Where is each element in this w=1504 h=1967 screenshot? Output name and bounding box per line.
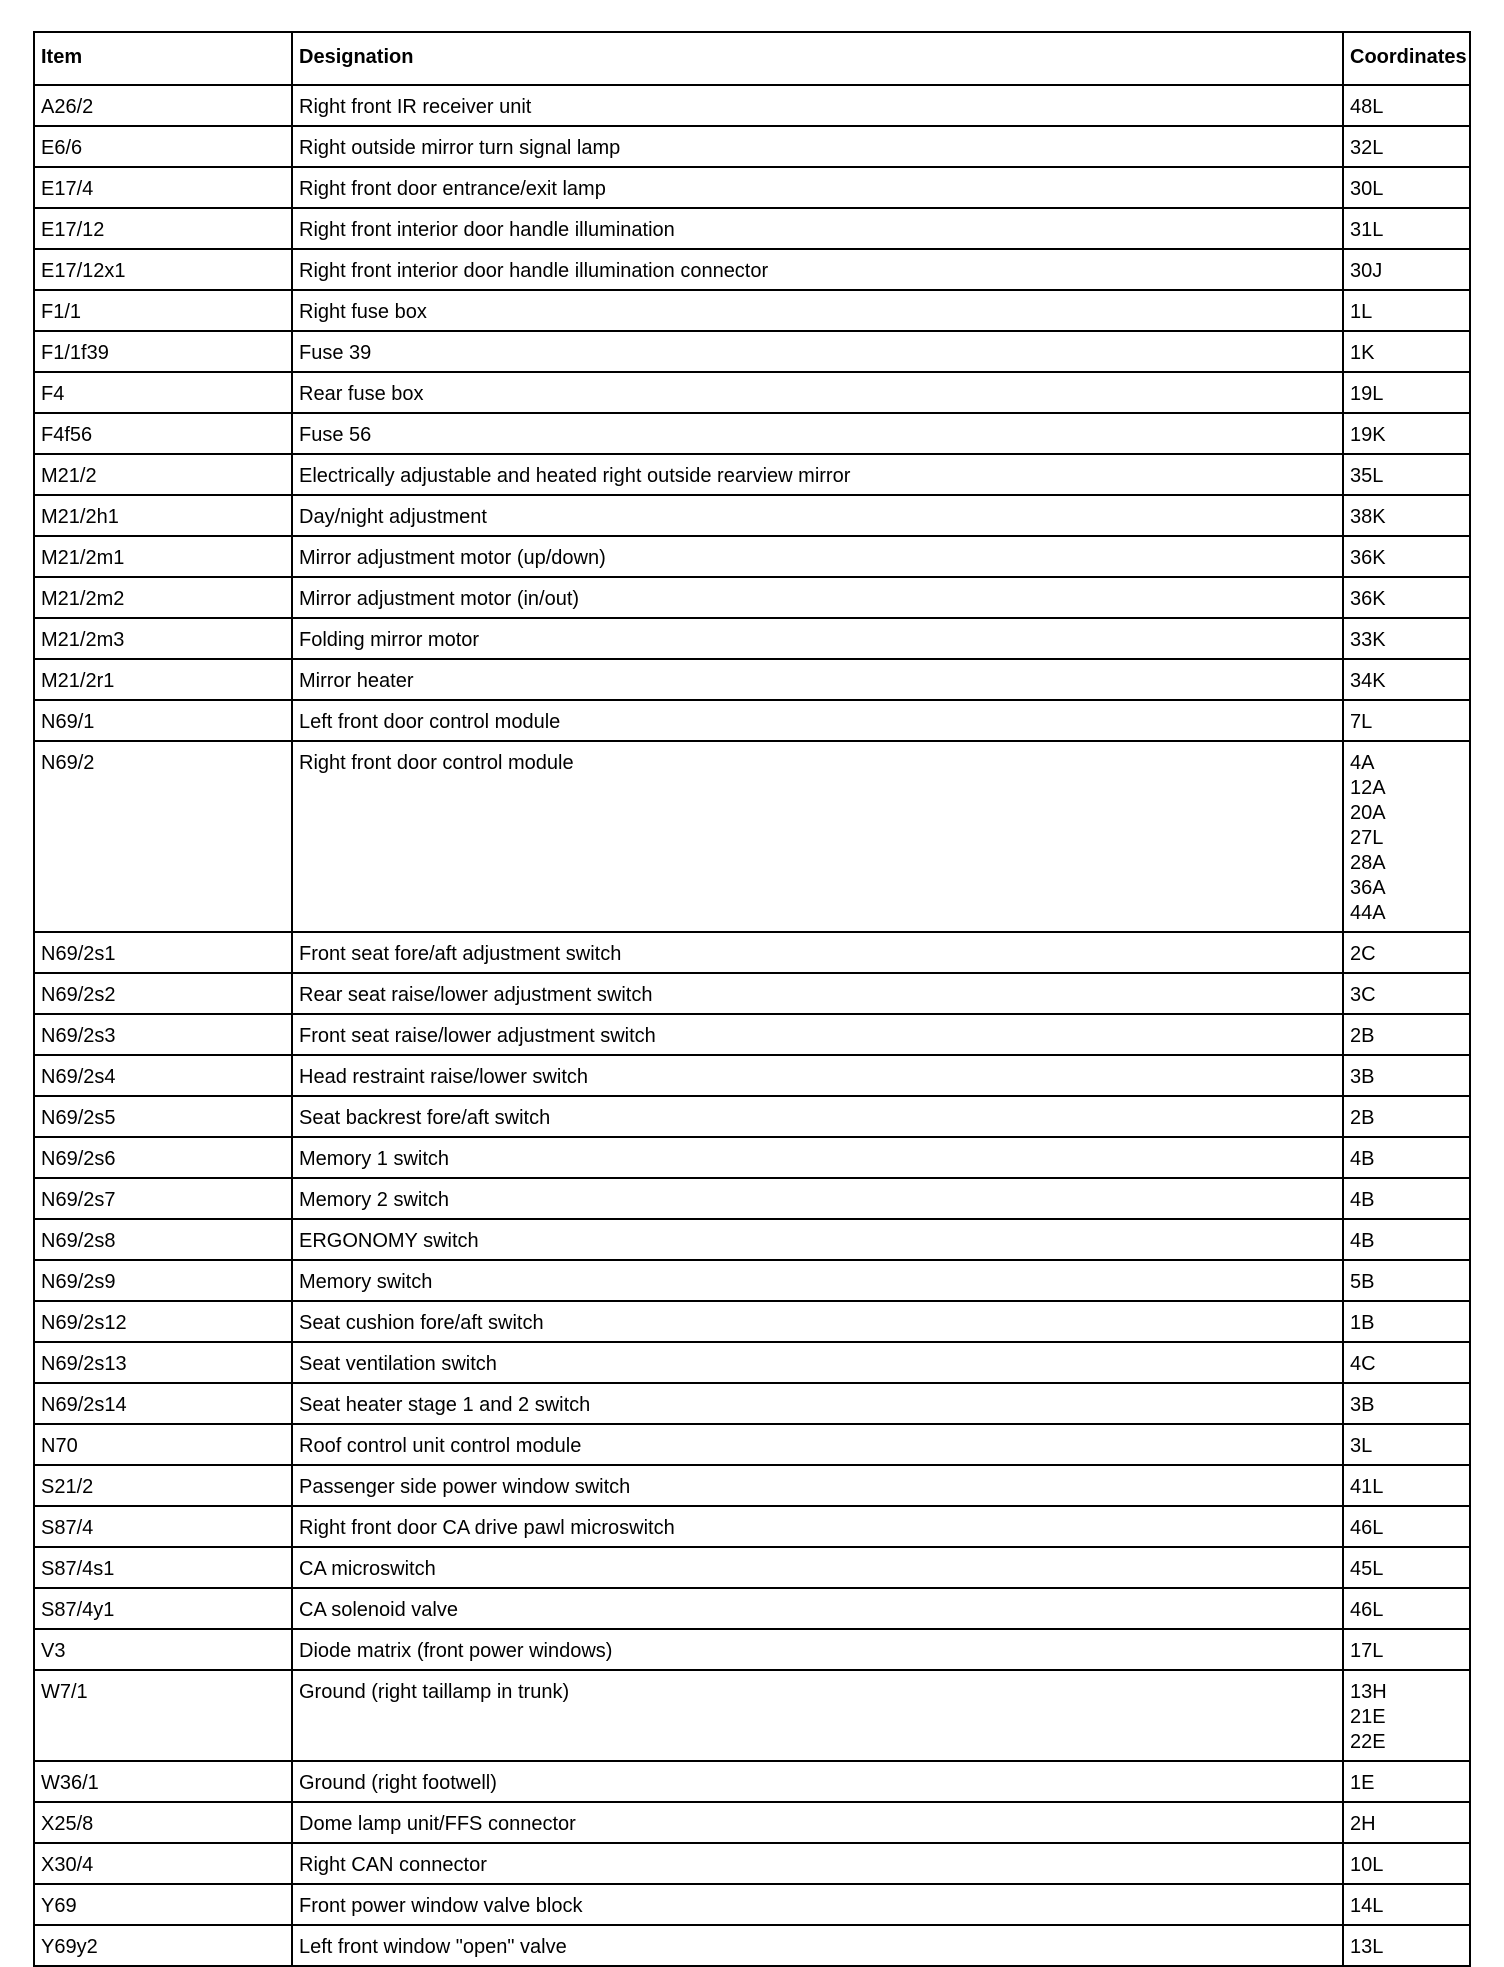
item-cell: S87/4s1 xyxy=(34,1547,292,1588)
coordinate-value: 4C xyxy=(1350,1353,1376,1375)
table-row xyxy=(34,413,1470,454)
designation-cell: Folding mirror motor xyxy=(292,618,1343,659)
table-row xyxy=(34,126,1470,167)
coordinate-value: 4B xyxy=(1350,1148,1375,1170)
table-header-row xyxy=(34,32,1470,85)
table-row xyxy=(34,1506,1470,1547)
item-cell: F4 xyxy=(34,372,292,413)
coordinate-value: 7L xyxy=(1350,711,1373,733)
coordinate-value: 41L xyxy=(1350,1476,1384,1498)
coordinate-value: 38K xyxy=(1350,506,1386,528)
coordinate-value: 48L xyxy=(1350,96,1384,118)
item-cell: E17/12 xyxy=(34,208,292,249)
table-row xyxy=(34,1178,1470,1219)
designation-cell: Memory switch xyxy=(292,1260,1343,1301)
coordinates-cell xyxy=(1343,1342,1470,1383)
designation-cell: CA microswitch xyxy=(292,1547,1343,1588)
table-row xyxy=(34,536,1470,577)
coordinates-cell xyxy=(1343,85,1470,126)
designation-cell: Diode matrix (front power windows) xyxy=(292,1629,1343,1670)
item-cell: M21/2h1 xyxy=(34,495,292,536)
coordinate-value: 3B xyxy=(1350,1394,1375,1416)
item-cell: E6/6 xyxy=(34,126,292,167)
designation-cell: Seat ventilation switch xyxy=(292,1342,1343,1383)
table-row xyxy=(34,1670,1470,1761)
coordinates-cell xyxy=(1343,1802,1470,1843)
designation-cell: Right front interior door handle illumination connector xyxy=(292,249,1343,290)
table-row xyxy=(34,1219,1470,1260)
coordinate-value: 45L xyxy=(1350,1558,1384,1580)
coordinate-value: 36K xyxy=(1350,547,1386,569)
coordinates-cell xyxy=(1343,1219,1470,1260)
header-coordinates: Coordinates xyxy=(1343,32,1470,85)
item-cell: F1/1f39 xyxy=(34,331,292,372)
coordinate-value: 35L xyxy=(1350,465,1384,487)
item-cell: V3 xyxy=(34,1629,292,1670)
coordinate-value: 1B xyxy=(1350,1312,1375,1334)
designation-cell: Ground (right taillamp in trunk) xyxy=(292,1670,1343,1761)
designation-cell: Left front window "open" valve xyxy=(292,1925,1343,1966)
item-cell: S87/4y1 xyxy=(34,1588,292,1629)
item-cell: N69/2s7 xyxy=(34,1178,292,1219)
table-row xyxy=(34,1843,1470,1884)
coordinates-cell xyxy=(1343,1506,1470,1547)
item-cell: M21/2 xyxy=(34,454,292,495)
coordinate-value: 34K xyxy=(1350,670,1386,692)
table-row xyxy=(34,1383,1470,1424)
coordinates-cell xyxy=(1343,536,1470,577)
item-cell: M21/2r1 xyxy=(34,659,292,700)
coordinates-cell xyxy=(1343,372,1470,413)
item-cell: N69/2 xyxy=(34,741,292,932)
coordinates-cell xyxy=(1343,577,1470,618)
designation-cell: Electrically adjustable and heated right outside rearview mirror xyxy=(292,454,1343,495)
coordinates-cell xyxy=(1343,973,1470,1014)
coordinate-value: 12A xyxy=(1350,777,1386,799)
item-cell: N69/2s9 xyxy=(34,1260,292,1301)
coordinate-value: 30L xyxy=(1350,178,1384,200)
designation-cell: Seat backrest fore/aft switch xyxy=(292,1096,1343,1137)
designation-cell: Day/night adjustment xyxy=(292,495,1343,536)
item-cell: M21/2m2 xyxy=(34,577,292,618)
designation-cell: Memory 2 switch xyxy=(292,1178,1343,1219)
item-cell: A26/2 xyxy=(34,85,292,126)
coordinate-value: 31L xyxy=(1350,219,1384,241)
designation-cell: Right front door control module xyxy=(292,741,1343,932)
item-cell: W7/1 xyxy=(34,1670,292,1761)
coordinate-value: 36A xyxy=(1350,877,1386,899)
coordinate-value: 4B xyxy=(1350,1189,1375,1211)
designation-cell: Mirror adjustment motor (up/down) xyxy=(292,536,1343,577)
item-cell: N69/2s3 xyxy=(34,1014,292,1055)
item-cell: N69/2s14 xyxy=(34,1383,292,1424)
designation-cell: Front seat fore/aft adjustment switch xyxy=(292,932,1343,973)
coordinate-value: 46L xyxy=(1350,1599,1384,1621)
designation-cell: Right front IR receiver unit xyxy=(292,85,1343,126)
coordinate-value: 36K xyxy=(1350,588,1386,610)
table-row xyxy=(34,1301,1470,1342)
coordinates-cell xyxy=(1343,618,1470,659)
designation-cell: Seat heater stage 1 and 2 switch xyxy=(292,1383,1343,1424)
coordinates-cell xyxy=(1343,659,1470,700)
designation-cell: Head restraint raise/lower switch xyxy=(292,1055,1343,1096)
item-cell: N70 xyxy=(34,1424,292,1465)
coordinates-cell xyxy=(1343,1260,1470,1301)
coordinates-cell xyxy=(1343,1301,1470,1342)
designation-cell: Right CAN connector xyxy=(292,1843,1343,1884)
coordinate-value: 21E xyxy=(1350,1706,1386,1728)
coordinate-value: 30J xyxy=(1350,260,1383,282)
item-cell: F4f56 xyxy=(34,413,292,454)
table-row xyxy=(34,495,1470,536)
designation-cell: Fuse 39 xyxy=(292,331,1343,372)
item-cell: W36/1 xyxy=(34,1761,292,1802)
coordinate-value: 14L xyxy=(1350,1895,1384,1917)
component-table-page xyxy=(33,31,1469,1967)
designation-cell: ERGONOMY switch xyxy=(292,1219,1343,1260)
coordinate-value: 10L xyxy=(1350,1854,1384,1876)
table-row xyxy=(34,331,1470,372)
table-row xyxy=(34,1055,1470,1096)
table-row xyxy=(34,208,1470,249)
coordinate-value: 32L xyxy=(1350,137,1384,159)
item-cell: X30/4 xyxy=(34,1843,292,1884)
table-row xyxy=(34,932,1470,973)
item-cell: M21/2m1 xyxy=(34,536,292,577)
component-table xyxy=(33,31,1471,1967)
table-row xyxy=(34,1588,1470,1629)
item-cell: X25/8 xyxy=(34,1802,292,1843)
coordinates-cell xyxy=(1343,1547,1470,1588)
designation-cell: Fuse 56 xyxy=(292,413,1343,454)
table-row xyxy=(34,1629,1470,1670)
item-cell: N69/2s12 xyxy=(34,1301,292,1342)
table-row xyxy=(34,167,1470,208)
coordinates-cell xyxy=(1343,1014,1470,1055)
designation-cell: Mirror heater xyxy=(292,659,1343,700)
table-row xyxy=(34,1547,1470,1588)
coordinate-value: 13L xyxy=(1350,1936,1384,1958)
designation-cell: Right front interior door handle illumination xyxy=(292,208,1343,249)
coordinate-value: 28A xyxy=(1350,852,1386,874)
table-row xyxy=(34,577,1470,618)
coordinate-value: 20A xyxy=(1350,802,1386,824)
item-cell: N69/2s1 xyxy=(34,932,292,973)
coordinate-value: 13H xyxy=(1350,1681,1387,1703)
coordinate-value: 2C xyxy=(1350,943,1376,965)
table-row xyxy=(34,454,1470,495)
table-row xyxy=(34,1096,1470,1137)
table-row xyxy=(34,1424,1470,1465)
coordinate-value: 5B xyxy=(1350,1271,1375,1293)
table-row xyxy=(34,1925,1470,1966)
coordinates-cell xyxy=(1343,741,1470,932)
item-cell: Y69y2 xyxy=(34,1925,292,1966)
coordinates-cell xyxy=(1343,1383,1470,1424)
item-cell: N69/2s13 xyxy=(34,1342,292,1383)
coordinates-cell xyxy=(1343,1629,1470,1670)
table-row xyxy=(34,659,1470,700)
table-row xyxy=(34,1342,1470,1383)
designation-cell: Right outside mirror turn signal lamp xyxy=(292,126,1343,167)
designation-cell: Ground (right footwell) xyxy=(292,1761,1343,1802)
coordinate-value: 2B xyxy=(1350,1107,1375,1129)
coordinate-value: 1L xyxy=(1350,301,1373,323)
item-cell: M21/2m3 xyxy=(34,618,292,659)
designation-cell: Passenger side power window switch xyxy=(292,1465,1343,1506)
coordinates-cell xyxy=(1343,1761,1470,1802)
table-row xyxy=(34,1137,1470,1178)
coordinates-cell xyxy=(1343,413,1470,454)
coordinate-value: 2B xyxy=(1350,1025,1375,1047)
designation-cell: Roof control unit control module xyxy=(292,1424,1343,1465)
coordinate-value: 4A xyxy=(1350,752,1375,774)
coordinate-value: 3C xyxy=(1350,984,1376,1006)
table-row xyxy=(34,1014,1470,1055)
coordinates-cell xyxy=(1343,1884,1470,1925)
coordinate-value: 1K xyxy=(1350,342,1375,364)
table-body xyxy=(34,85,1470,1966)
coordinate-value: 19L xyxy=(1350,383,1384,405)
item-cell: E17/12x1 xyxy=(34,249,292,290)
coordinate-value: 4B xyxy=(1350,1230,1375,1252)
coordinates-cell xyxy=(1343,1055,1470,1096)
coordinate-value: 3L xyxy=(1350,1435,1373,1457)
table-row xyxy=(34,618,1470,659)
coordinates-cell xyxy=(1343,1670,1470,1761)
item-cell: F1/1 xyxy=(34,290,292,331)
designation-cell: Mirror adjustment motor (in/out) xyxy=(292,577,1343,618)
coordinates-cell xyxy=(1343,1178,1470,1219)
coordinates-cell xyxy=(1343,126,1470,167)
item-cell: N69/2s6 xyxy=(34,1137,292,1178)
coordinate-value: 27L xyxy=(1350,827,1384,849)
coordinates-cell xyxy=(1343,1588,1470,1629)
coordinate-value: 33K xyxy=(1350,629,1386,651)
item-cell: Y69 xyxy=(34,1884,292,1925)
coordinate-value: 46L xyxy=(1350,1517,1384,1539)
item-cell: N69/2s8 xyxy=(34,1219,292,1260)
item-cell: E17/4 xyxy=(34,167,292,208)
coordinate-value: 1E xyxy=(1350,1772,1375,1794)
table-row xyxy=(34,372,1470,413)
coordinates-cell xyxy=(1343,932,1470,973)
coordinates-cell xyxy=(1343,1465,1470,1506)
table-row xyxy=(34,1260,1470,1301)
designation-cell: Front power window valve block xyxy=(292,1884,1343,1925)
table-row xyxy=(34,1761,1470,1802)
designation-cell: Rear fuse box xyxy=(292,372,1343,413)
designation-cell: Right front door entrance/exit lamp xyxy=(292,167,1343,208)
designation-cell: Right front door CA drive pawl microswitch xyxy=(292,1506,1343,1547)
table-row xyxy=(34,290,1470,331)
designation-cell: Front seat raise/lower adjustment switch xyxy=(292,1014,1343,1055)
coordinates-cell xyxy=(1343,1843,1470,1884)
item-cell: N69/2s4 xyxy=(34,1055,292,1096)
header-item: Item xyxy=(34,32,292,85)
table-row xyxy=(34,249,1470,290)
coordinates-cell xyxy=(1343,1096,1470,1137)
table-row xyxy=(34,700,1470,741)
table-row xyxy=(34,85,1470,126)
table-row xyxy=(34,1802,1470,1843)
coordinate-value: 3B xyxy=(1350,1066,1375,1088)
item-cell: S87/4 xyxy=(34,1506,292,1547)
designation-cell: Seat cushion fore/aft switch xyxy=(292,1301,1343,1342)
coordinates-cell xyxy=(1343,331,1470,372)
coordinate-value: 44A xyxy=(1350,902,1386,924)
coordinates-cell xyxy=(1343,700,1470,741)
header-designation: Designation xyxy=(292,32,1343,85)
designation-cell: Rear seat raise/lower adjustment switch xyxy=(292,973,1343,1014)
item-cell: S21/2 xyxy=(34,1465,292,1506)
item-cell: N69/2s5 xyxy=(34,1096,292,1137)
coordinates-cell xyxy=(1343,1925,1470,1966)
table-row xyxy=(34,1884,1470,1925)
coordinates-cell xyxy=(1343,454,1470,495)
coordinates-cell xyxy=(1343,208,1470,249)
coordinates-cell xyxy=(1343,1424,1470,1465)
coordinates-cell xyxy=(1343,1137,1470,1178)
coordinate-value: 2H xyxy=(1350,1813,1376,1835)
table-row xyxy=(34,1465,1470,1506)
coordinate-value: 22E xyxy=(1350,1731,1386,1753)
coordinates-cell xyxy=(1343,290,1470,331)
designation-cell: Dome lamp unit/FFS connector xyxy=(292,1802,1343,1843)
coordinates-cell xyxy=(1343,167,1470,208)
coordinate-value: 17L xyxy=(1350,1640,1384,1662)
designation-cell: Right fuse box xyxy=(292,290,1343,331)
coordinates-cell xyxy=(1343,249,1470,290)
coordinates-cell xyxy=(1343,495,1470,536)
designation-cell: CA solenoid valve xyxy=(292,1588,1343,1629)
coordinate-value: 19K xyxy=(1350,424,1386,446)
item-cell: N69/1 xyxy=(34,700,292,741)
table-row xyxy=(34,973,1470,1014)
designation-cell: Memory 1 switch xyxy=(292,1137,1343,1178)
table-row xyxy=(34,741,1470,932)
designation-cell: Left front door control module xyxy=(292,700,1343,741)
item-cell: N69/2s2 xyxy=(34,973,292,1014)
